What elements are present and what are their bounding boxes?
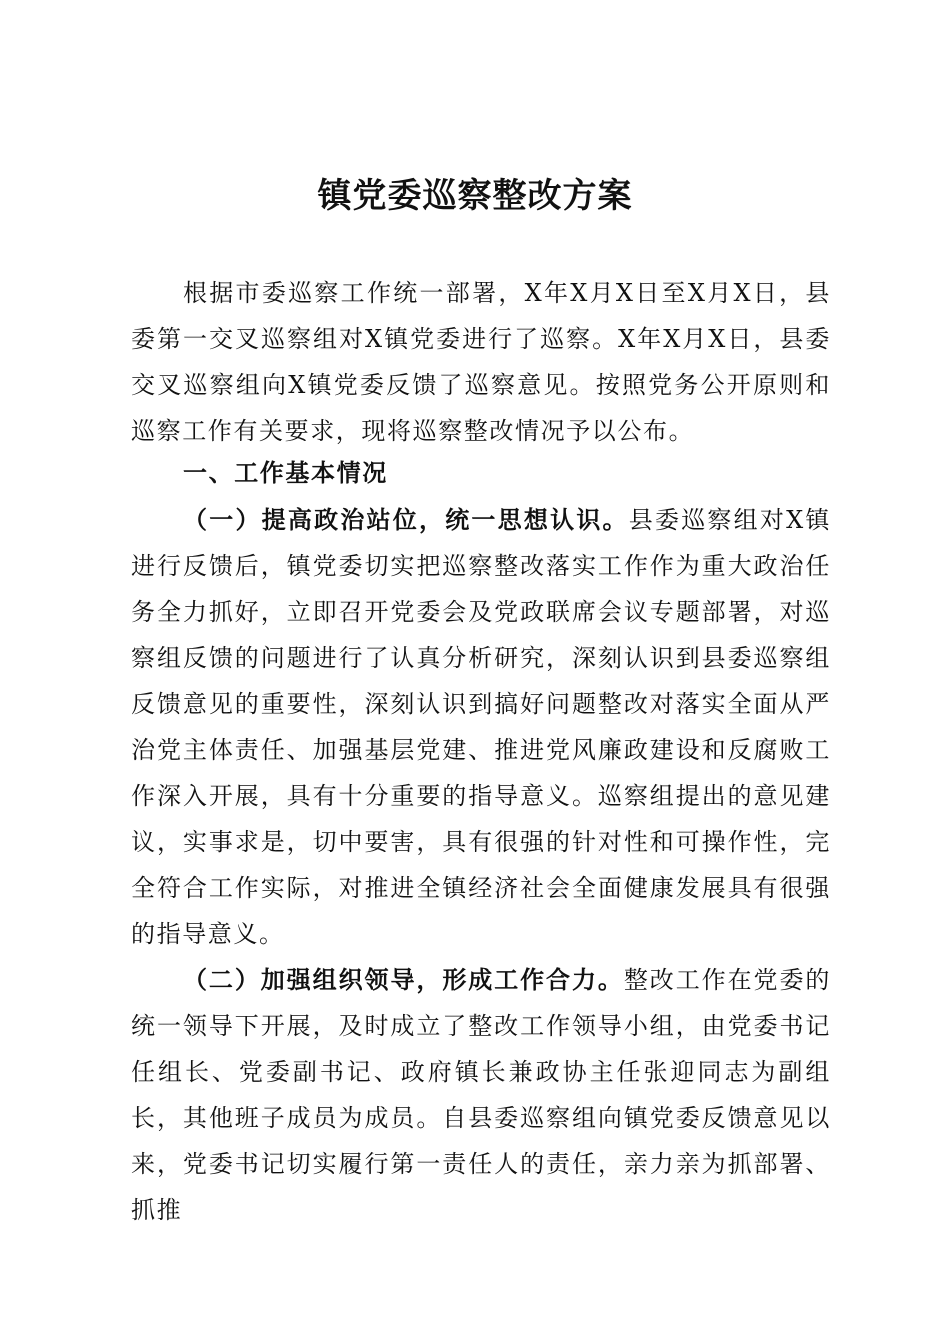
- paragraph-body: 整改工作在党委的统一领导下开展，及时成立了整改工作领导小组，由党委书记任组长、党委副书记、政府镇长兼政协主任张迎同志为副组长，其他班子成员为成员。自县委巡察组向镇党委反馈意见以来，党委书记切实履行第一责任人的责任，亲力亲为抓部署、抓推: [131, 966, 831, 1224]
- intro-paragraph: 根据市委巡察工作统一部署，X年X月X日至X月X日，县委第一交叉巡察组对X镇党委进行了巡察。X年X月X日，县委交叉巡察组向X镇党委反馈了巡察意见。按照党务公开原则和巡察工作有关要求，现将巡察整改情况予以公布。: [131, 279, 831, 445]
- document-title: 镇党委巡察整改方案: [317, 176, 633, 216]
- section-heading: 一、工作基本情况: [183, 459, 388, 487]
- paragraph-subheading: （二）加强组织领导，形成工作合力。: [183, 965, 624, 994]
- body-paragraph: [131, 497, 831, 957]
- paragraph-body: 县委巡察组对X镇进行反馈后，镇党委切实把巡察整改落实工作作为重大政治任务全力抓好，立即召开党委会及党政联席会议专题部署，对巡察组反馈的问题进行了认真分析研究，深刻认识到县委巡察组反馈意见的重要性，深刻认识到搞好问题整改对落实全面从严治党主体责任、加强基层党建、推进党风廉政建设和反腐败工作深入开展，具有十分重要的指导意义。巡察组提出的意见建议，实事求是，切中要害，具有很强的针对性和可操作性，完全符合工作实际，对推进全镇经济社会全面健康发展具有很强的指导意义。: [131, 506, 831, 948]
- paragraph-subheading: （一）提高政治站位，统一思想认识。: [183, 505, 629, 534]
- body-paragraph: [131, 957, 831, 1233]
